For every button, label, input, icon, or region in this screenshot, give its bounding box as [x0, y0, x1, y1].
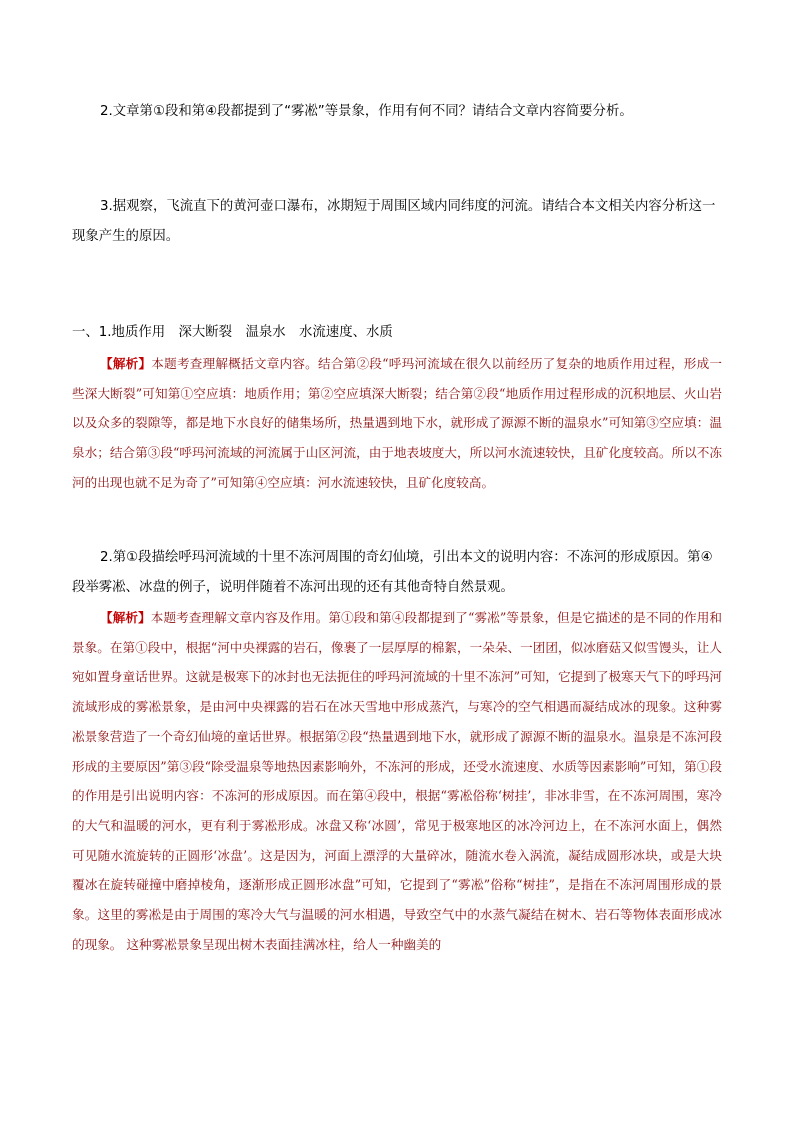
question-3: 3.据观察，飞流直下的黄河壶口瀑布，冰期短于周围区域内同纬度的河流。请结合本文相关内容分析这一现象产生的原因。 — [72, 199, 716, 244]
analysis-1-tag: 【解析】 — [100, 356, 152, 371]
analysis-2-tag: 【解析】 — [100, 610, 151, 625]
analysis-2-body: 本题考查理解文章内容及作用。第①段和第④段都提到了“雾凇”等景象，但是它描述的是不同的作用和景象。在第①段中，根据“河中央裸露的岩石，像裹了一层厚厚的棉絮，一朵朵、一团团，似冰磨菇又似雪馒头，让人宛如置身童话世界。这就是极寒下的冰封也无法扼住的呼玛河流域的十里不冻河”可知，它提到了极寒天气下的呼玛河流域形成的雾凇景象，是由河中央裸露的岩石在冰天雪地中形成蒸汽，与寒冷的空气相遇而凝结成冰的现象。这种雾凇景象营造了一个奇幻仙境的童话世界。根据第②段“热量遇到地下水，就形成了源源不断的温泉水。温泉是不冻河段形成的主要原因”第③段“除受温泉等地热因素影响外，不冻河的形成，还受水流速度、水质等因素影响”可知，第①段的作用是引出说明内容：不冻河的形成原因。而在第④段中，根据“雾凇俗称‘树挂’，非冰非雪，在不冻河周围，寒冷的大气和温暖的河水，更有利于雾凇形成。冰盘又称‘冰圆’，常见于极寒地区的冰冷河边上，在不冻河水面上，偶然可见随水流旋转的正圆形‘冰盘’。这是因为，河面上漂浮的大量碎冰，随流水卷入涡流，凝结成圆形冰块，或是大块覆冰在旋转碰撞中磨掉棱角，逐渐形成正圆形冰盘”可知，它提到了“雾凇”俗称“树挂”，是指在不冻河周围形成的景象。这里的雾凇是由于周围的寒冷大气与温暖的河水相遇，导致空气中的水蒸气凝结在树木、岩石等物体表面形成冰的现象。 这种雾凇景象呈现出树木表面挂满冰柱，给人一种幽美的 — [72, 610, 723, 952]
analysis-1-body: 本题考查理解概括文章内容。结合第②段“呼玛河流域在很久以前经历了复杂的地质作用过程，形成一些深大断裂”可知第①空应填：地质作用；第②空应填深大断裂；结合第②段“地质作用过程形成的沉积地层、火山岩以及众多的裂隙等，都是地下水良好的储集场所，热量遇到地下水，就形成了源源不断的温泉水”可知第③空应填：温泉水；结合第③段“呼玛河流域的河流属于山区河流，由于地表坡度大，所以河水流速较快，且矿化度较高。所以不冻河的出现也就不足为奇了”可知第④空应填：河水流速较快，且矿化度较高。 — [72, 356, 722, 490]
question-2 — [72, 97, 722, 127]
answer-1-line: 一、1.地质作用 深大断裂 温泉水 水流速度、水质 — [72, 325, 393, 340]
answer-2-block: 2.第①段描绘呼玛河流域的十里不冻河周围的奇幻仙境，引出本文的说明内容：不冻河的形成原因。第④段举雾凇、冰盘的例子，说明伴随着不冻河出现的还有其他奇特自然景观。 — [72, 550, 713, 595]
analysis-2 — [72, 603, 722, 959]
analysis-1 — [72, 349, 722, 498]
question-2-text: 2.文章第①段和第④段都提到了“雾凇”等景象，作用有何不同？请结合文章内容简要分析。 — [100, 104, 633, 119]
